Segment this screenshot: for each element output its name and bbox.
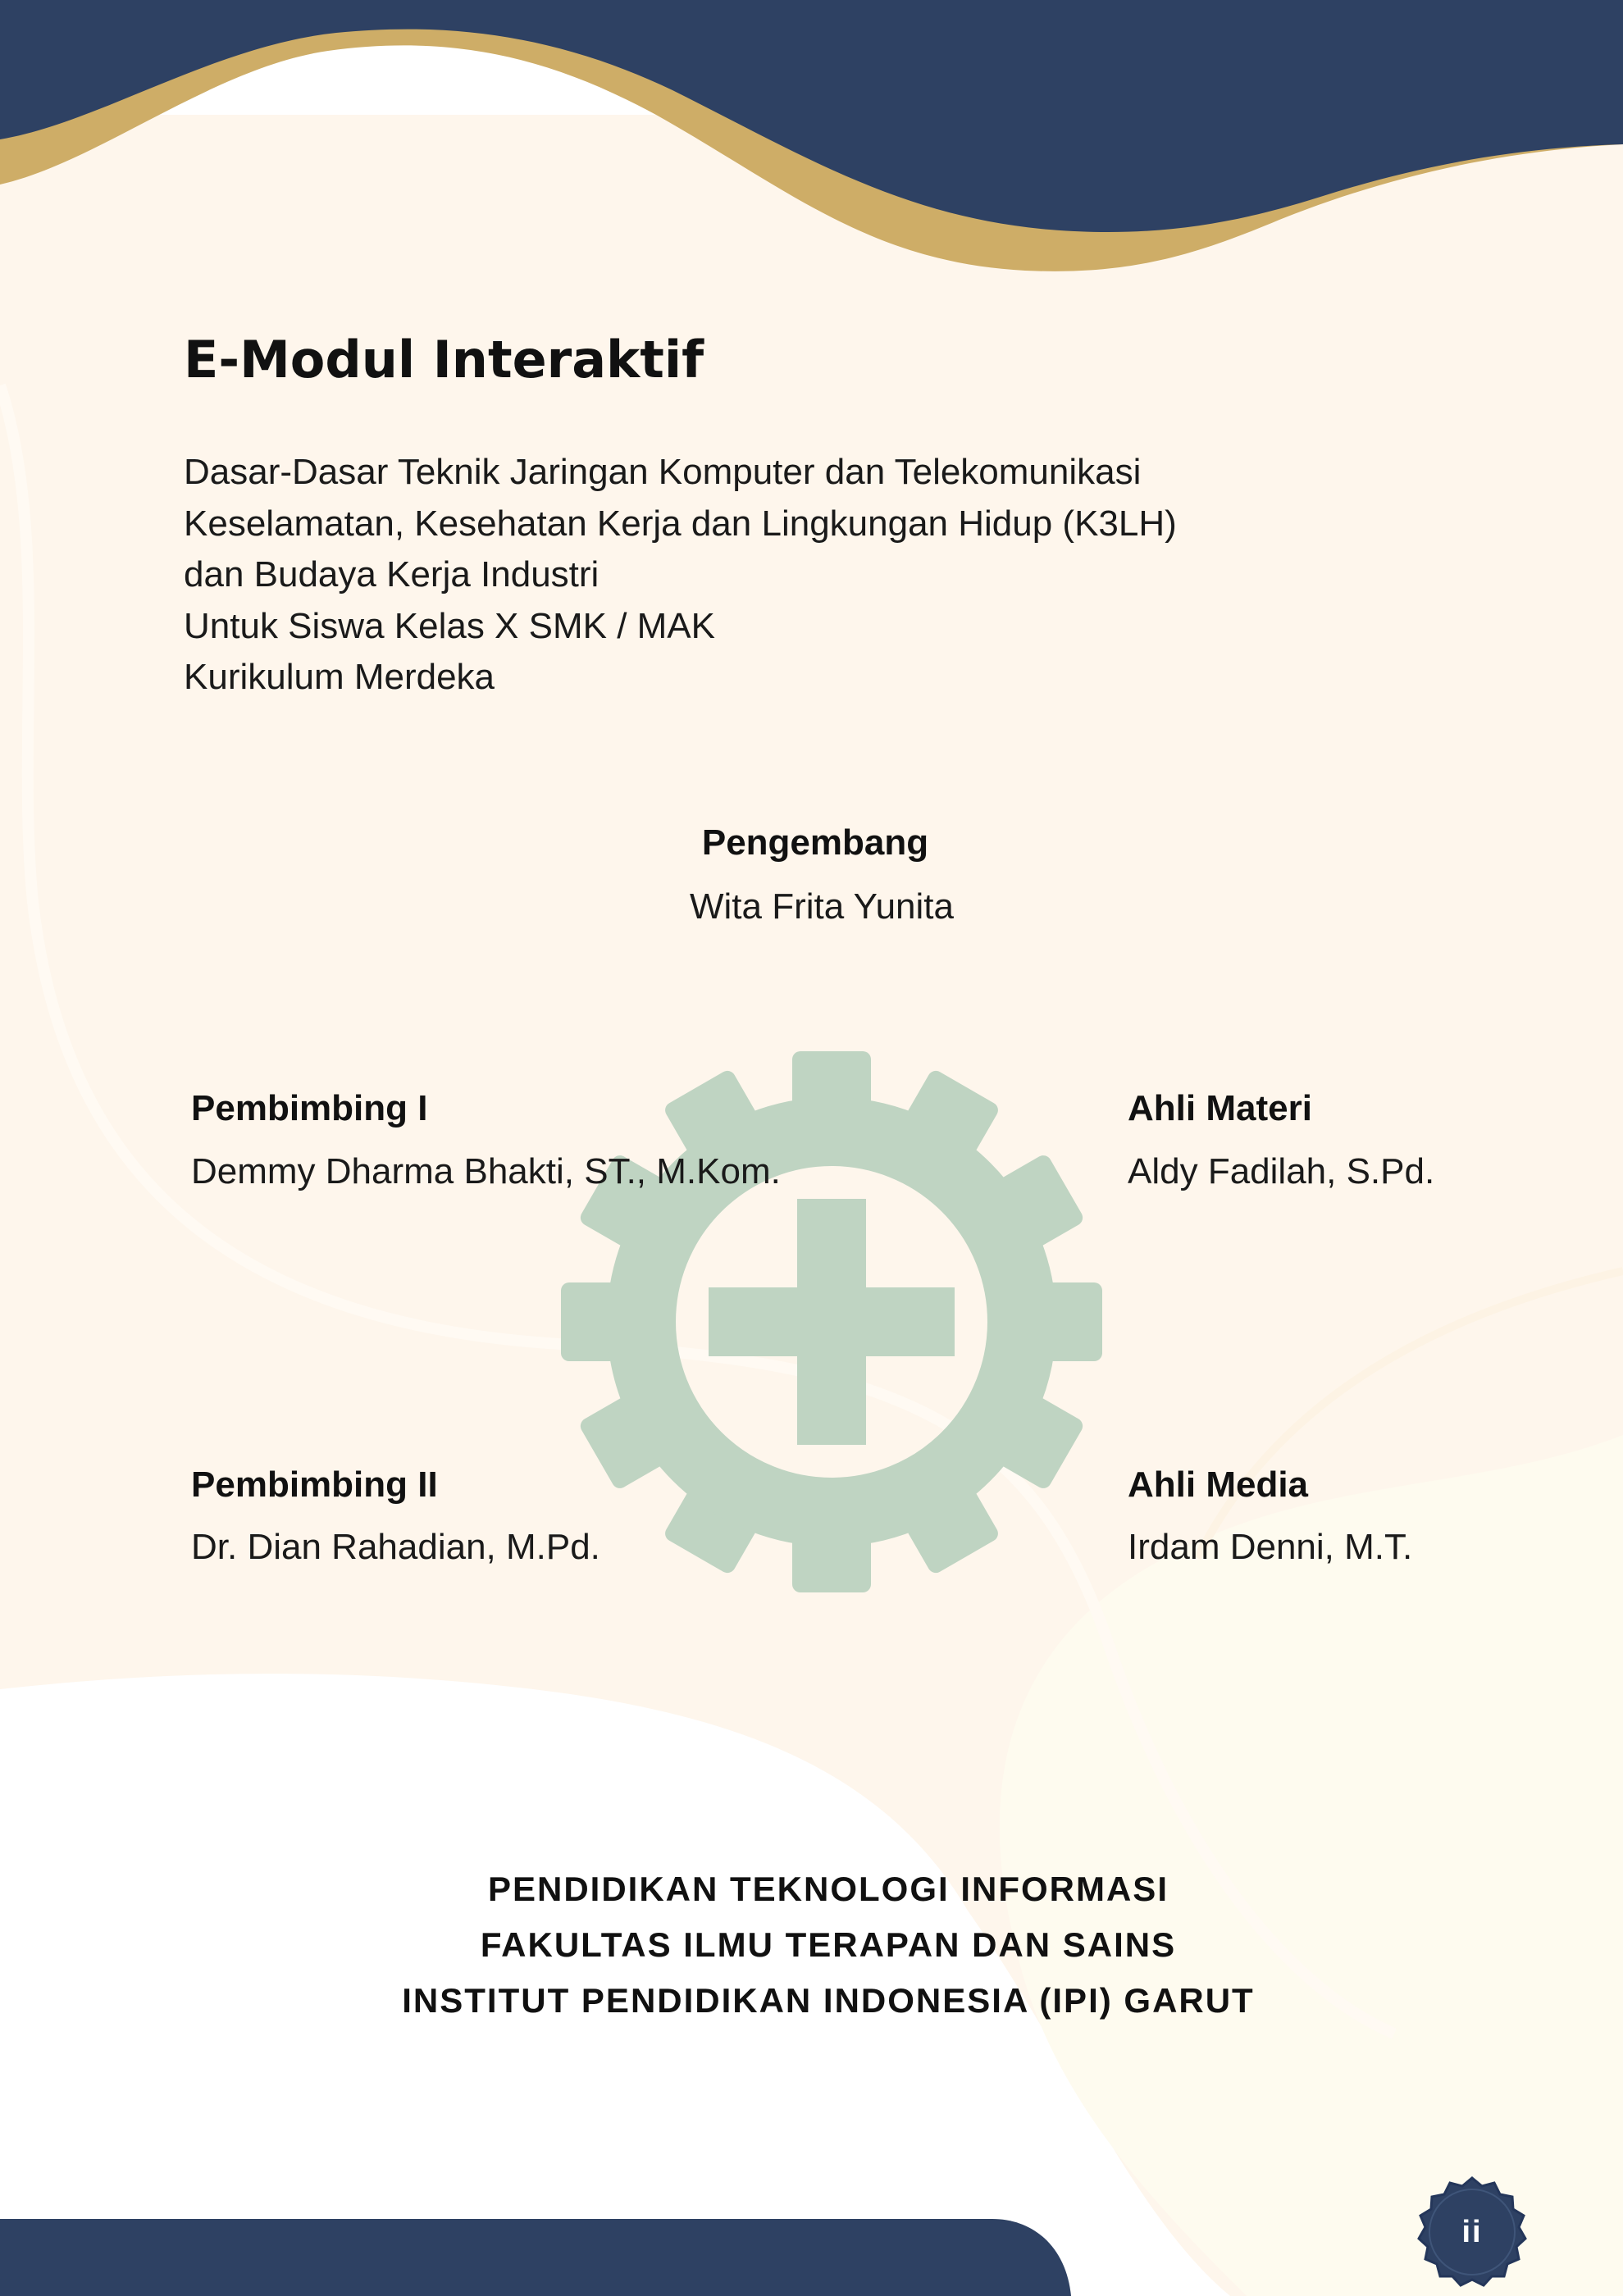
developer-label: Pengembang: [701, 822, 929, 863]
institution-line: FAKULTAS ILMU TERAPAN DAN SAINS: [480, 1925, 1177, 1964]
subtitle-line: dan Budaya Kerja Industri: [184, 554, 600, 594]
bottom-navy-bar: [0, 2219, 1071, 2296]
institution-line: PENDIDIKAN TEKNOLOGI INFORMASI: [487, 1870, 1169, 1908]
subtitle-line: Keselamatan, Kesehatan Kerja dan Lingkungan Hidup (K3LH): [184, 503, 1177, 544]
advisor-1-name: Demmy Dharma Bhakti, ST., M.Kom.: [191, 1151, 781, 1191]
subtitle-line: Untuk Siswa Kelas X SMK / MAK: [184, 605, 715, 646]
material-expert-label: Ahli Materi: [1128, 1088, 1312, 1128]
developer-name: Wita Frita Yunita: [690, 886, 954, 927]
advisor-1-label: Pembimbing I: [191, 1088, 428, 1128]
material-expert-name: Aldy Fadilah, S.Pd.: [1128, 1151, 1435, 1191]
subtitle-line: Dasar-Dasar Teknik Jaringan Komputer dan Telekomunikasi: [184, 452, 1142, 492]
module-subtitle: [184, 447, 1177, 704]
page-number: ii: [1461, 2214, 1483, 2249]
advisor-2-label: Pembimbing II: [191, 1465, 438, 1505]
module-title: E-Modul Interaktif: [184, 330, 704, 390]
institution-block: [0, 1861, 1623, 2029]
subtitle-line: Kurikulum Merdeka: [184, 657, 495, 697]
advisor-2-name: Dr. Dian Rahadian, M.Pd.: [191, 1527, 600, 1567]
institution-line: INSTITUT PENDIDIKAN INDONESIA (IPI) GARUT: [402, 1981, 1255, 2020]
media-expert-label: Ahli Media: [1128, 1465, 1309, 1505]
media-expert-name: Irdam Denni, M.T.: [1128, 1527, 1413, 1567]
